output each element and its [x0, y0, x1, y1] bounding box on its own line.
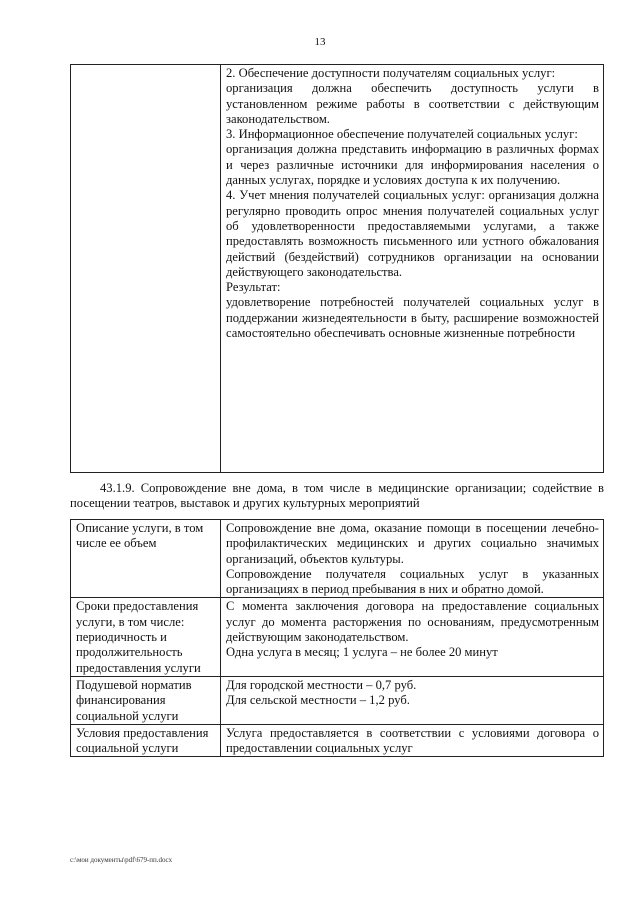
paragraph: С момента заключения договора на предоставление социальных услуг до момента расторжения по основаниям, предусмотренным действующим законодательством. — [226, 599, 599, 645]
table-row — [71, 65, 604, 473]
row-label-description: Описание услуги, в том числе ее объем — [71, 520, 221, 598]
paragraph: Сопровождение вне дома, оказание помощи в посещении лечебно-профилактических медицинских и других социально значимых организаций, объектов культуры. — [226, 521, 599, 566]
row-value-description — [221, 520, 604, 598]
continuation-table — [70, 64, 604, 473]
paragraph-opinion: 4. Учет мнения получателей социальных услуг: организация должна регулярно проводить опрос мнения получателей социальных услуг об удовлетворенности предоставляемыми услугами, а также предоставлять возможность письменного или устного обжалования действий (бездействий) сотрудников организации на основании действующего законодательства. — [226, 188, 599, 279]
table-row — [71, 676, 604, 724]
page-number: 13 — [314, 36, 326, 48]
service-table — [70, 519, 604, 757]
paragraph: Услуга предоставляется в соответствии с условиями договора о предоставлении социальных услуг — [226, 725, 599, 756]
table-row — [71, 520, 604, 598]
paragraph-information-text: организация должна представить информацию в различных формах и через различные источники для информирования населения о данных услугах, порядке и условиях доступа к их получению. — [226, 142, 599, 188]
table-row — [71, 598, 604, 676]
row-label-financing: Подушевой норматив финансирования социальной услуги — [71, 676, 221, 724]
paragraph: Одна услуга в месяц; 1 услуга – не более 20 минут — [226, 645, 498, 660]
table-row — [71, 724, 604, 757]
paragraph-accessibility-text: организация должна обеспечить доступность услуги в установленном режиме работы в соответствии с действующим законодательством. — [226, 81, 599, 126]
paragraph-result-heading: Результат: — [226, 280, 281, 295]
paragraph: Сопровождение получателя социальных услуг в указанных организациях в период пребывания в них и обратно домой. — [226, 566, 599, 597]
paragraph-result-text: удовлетворение потребностей получателей социальных услуг в поддержании жизнедеятельности в быту, расширение возможностей самостоятельно обеспечивать основные жизненные потребности — [226, 295, 599, 341]
row-label-terms: Сроки предоставления услуги, в том числе: периодичность и продолжительность предоставления услуги — [71, 598, 221, 676]
table-cell-left-empty — [71, 65, 221, 473]
row-value-financing — [221, 676, 604, 724]
row-value-conditions — [221, 724, 604, 757]
table-cell-right — [221, 65, 604, 473]
paragraph-accessibility-heading: 2. Обеспечение доступности получателям социальных услуг: — [226, 66, 556, 80]
file-path-footer: c:\мои документы\pdf\679-пп.docx — [70, 856, 173, 864]
paragraph: Для сельской местности – 1,2 руб. — [226, 693, 410, 708]
section-caption: 43.1.9. Сопровождение вне дома, в том числе в медицинские организации; содействие в посещении театров, выставок и других культурных мероприятий — [70, 481, 604, 511]
paragraph-information-heading: 3. Информационное обеспечение получателей социальных услуг: — [226, 127, 578, 142]
row-value-terms — [221, 598, 604, 676]
paragraph: Для городской местности – 0,7 руб. — [226, 677, 417, 692]
row-label-conditions: Условия предоставления социальной услуги — [71, 724, 221, 757]
